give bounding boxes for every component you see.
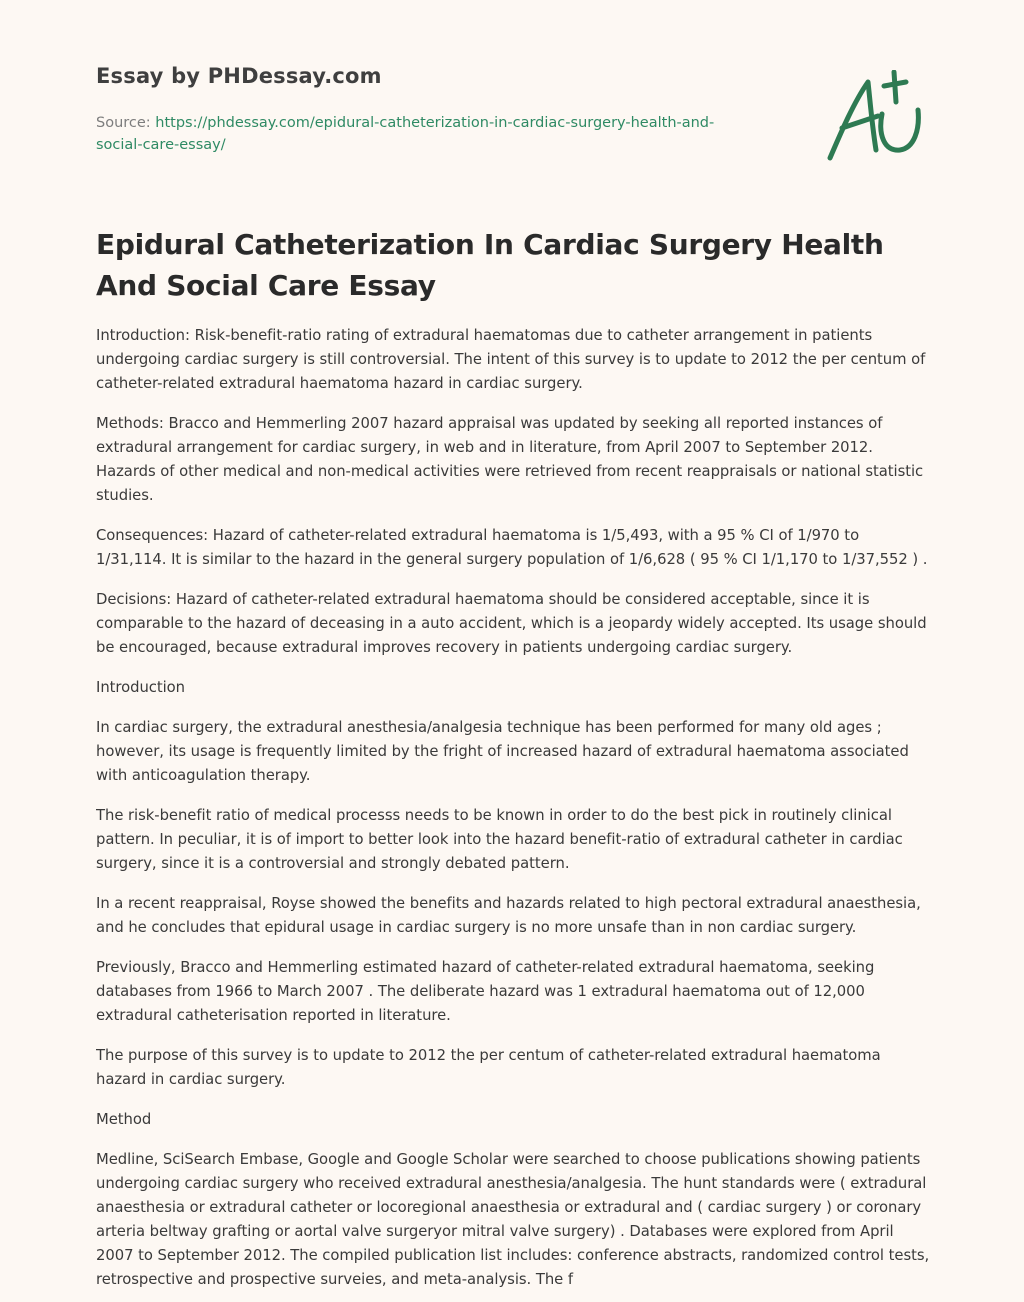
paragraph-abstract-introduction: Introduction: Risk-benefit-ratio rating of extradural haematomas due to catheter arrangement in patients undergoing cardiac surgery is still controversial. The intent of this survey is to update to 2012 the per centum of catheter-related extradural haematoma hazard in cardiac surgery.	[96, 327, 926, 392]
paragraph-abstract-decisions: Decisions: Hazard of catheter-related extradural haematoma should be considered acceptable, since it is comparable to the hazard of deceasing in a auto accident, which is a jeopardy widely accepted. Its usage should be encouraged, because extradural improves recovery in patients undergoing cardiac surgery.	[96, 591, 927, 656]
section-heading-introduction: Introduction	[96, 679, 186, 696]
paragraph-abstract-methods: Methods: Bracco and Hemmerling 2007 hazard appraisal was updated by seeking all reported instances of extradural arrangement for cardiac surgery, in web and in literature, from April 2007 to September 2012. Hazards of other medical and non-medical activities were retrieved from recent reappraisals or national statistic studies.	[96, 415, 924, 504]
paragraph: Previously, Bracco and Hemmerling estimated hazard of catheter-related extradural haematoma, seeking databases from 1966 to March 2007 . The deliberate hazard was 1 extradural haematoma out of 12,000 extradural catheterisation reported in literature.	[96, 959, 875, 1024]
source-line	[96, 112, 756, 156]
paragraph: In a recent reappraisal, Royse showed the benefits and hazards related to high pectoral extradural anaesthesia, and he concludes that epidural usage in cardiac surgery is no more unsafe than in non cardiac surgery.	[96, 895, 921, 936]
a-plus-logo-icon	[820, 70, 930, 165]
paragraph: The risk-benefit ratio of medical processs needs to be known in order to do the best pick in routinely clinical pattern. In peculiar, it is of import to better look into the hazard benefit-ratio of extradural catheter in cardiac surgery, since it is a controversial and strongly debated pattern.	[96, 807, 903, 872]
paragraph: The purpose of this survey is to update to 2012 the per centum of catheter-related extradural haematoma hazard in cardiac surgery.	[96, 1047, 881, 1088]
article-body	[96, 324, 932, 1290]
section-heading-method: Method	[96, 1111, 152, 1128]
paragraph: Medline, SciSearch Embase, Google and Google Scholar were searched to choose publications showing patients undergoing cardiac surgery who received extradural anesthesia/analgesia. The hunt standards were ( extradural anaesthesia or extradural catheter or locoregional anaesthesia or extradural and ( cardiac surgery ) or coronary arteria beltway grafting or aortal valve surgeryor mitral valve surgery) . Databases were explored from April 2007 to September 2012. The compiled publication list includes: conference abstracts, randomized control tests, retrospective and prospective surveies, and meta-analysis. The f	[96, 1151, 930, 1288]
site-brand: Essay by PHDessay.com	[96, 64, 382, 88]
paragraph: In cardiac surgery, the extradural anesthesia/analgesia technique has been performed for many old ages ; however, its usage is frequently limited by the fright of increased hazard of extradural haematoma associated with anticoagulation therapy.	[96, 719, 909, 784]
paragraph-abstract-consequences: Consequences: Hazard of catheter-related extradural haematoma is 1/5,493, with a 95 % CI of 1/970 to 1/31,114. It is similar to the hazard in the general surgery population of 1/6,628 ( 95 % CI 1/1,170 to 1/37,552 ) .	[96, 527, 928, 568]
source-label: Source:	[96, 115, 156, 131]
source-link[interactable]: https://phdessay.com/epidural-catheterization-in-cardiac-surgery-health-and-social-care-essay/	[96, 115, 715, 153]
article-title: Epidural Catheterization In Cardiac Surgery Health And Social Care Essay	[96, 228, 884, 302]
